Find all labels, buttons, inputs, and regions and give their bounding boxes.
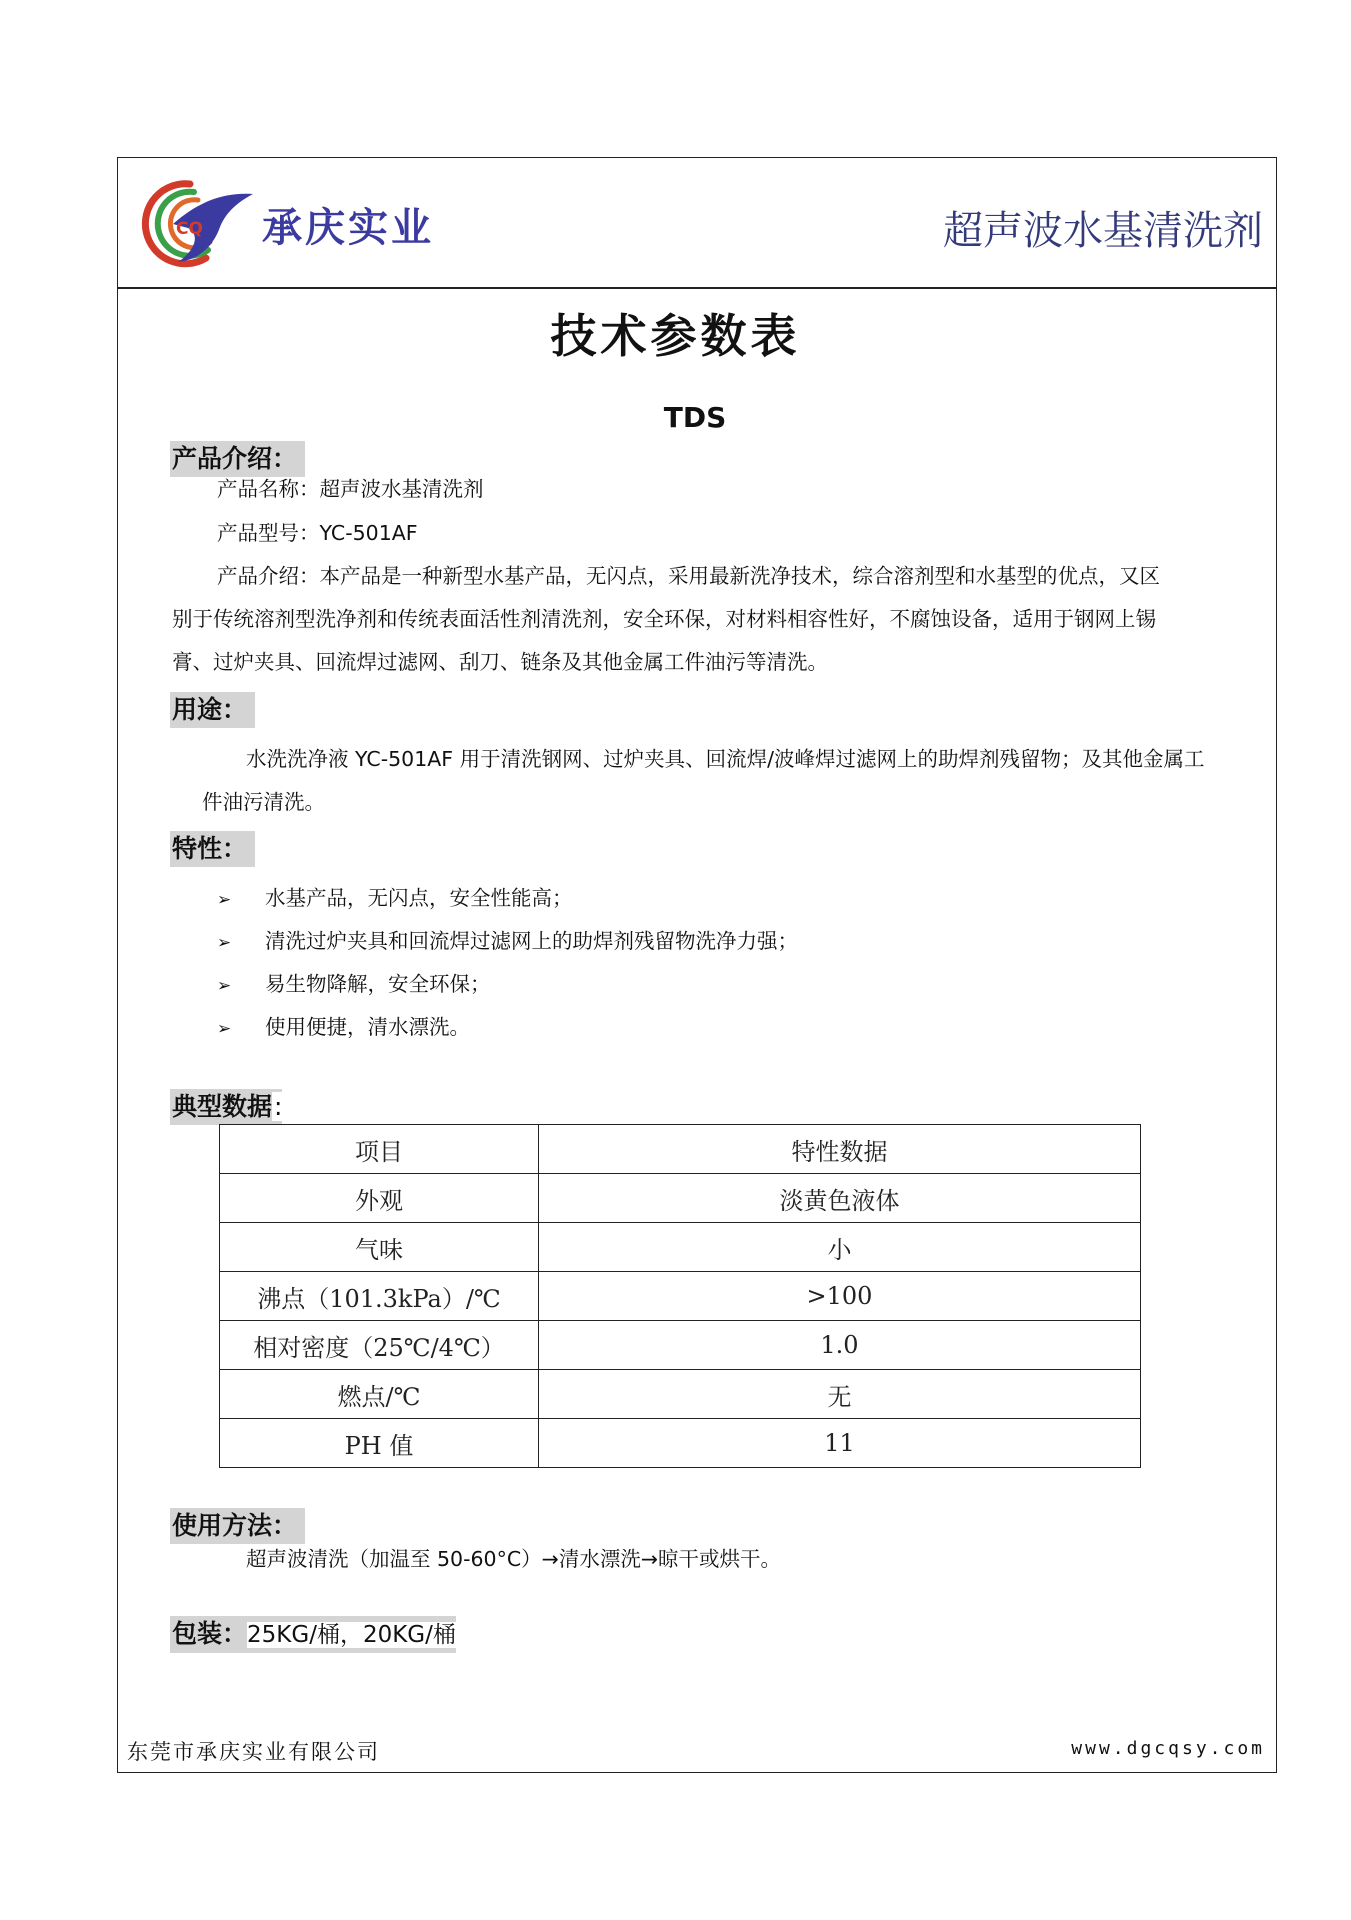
table-cell: PH 值	[220, 1419, 539, 1468]
logo-swirl-icon	[145, 184, 253, 264]
table-cell: 沸点（101.3kPa）/℃	[220, 1272, 539, 1321]
logo-monogram: CQ	[176, 219, 203, 239]
header-product-name: 超声波水基清洗剂	[943, 208, 1263, 254]
table-row	[220, 1174, 1141, 1223]
table-cell: 相对密度（25℃/4℃）	[220, 1321, 539, 1370]
product-model-line: 产品型号：YC-501AF	[217, 521, 418, 545]
table-row	[220, 1370, 1141, 1419]
table-cell: 1.0	[539, 1321, 1141, 1370]
table-row	[220, 1321, 1141, 1370]
table-header-row	[220, 1125, 1141, 1174]
footer-website[interactable]: www.dgcqsy.com	[1071, 1738, 1265, 1759]
product-name-line: 产品名称：超声波水基清洗剂	[217, 477, 484, 501]
table-cell: 11	[539, 1419, 1141, 1468]
table-row	[220, 1223, 1141, 1272]
logo-company-name: 承庆实业	[262, 205, 434, 251]
method-text: 超声波清洗（加温至 50-60°C）→清水漂洗→晾干或烘干。	[246, 1547, 782, 1571]
header-divider	[117, 287, 1277, 289]
page-subtitle: TDS	[663, 401, 727, 434]
page-title: 技术参数表	[550, 309, 801, 363]
arrow-bullet-icon: ➢	[217, 976, 232, 996]
section-heading-intro: 产品介绍：	[170, 441, 305, 477]
table-cell: 气味	[220, 1223, 539, 1272]
section-heading-method: 使用方法：	[170, 1508, 305, 1544]
table-header-cell: 项目	[220, 1125, 539, 1174]
packaging-text: 25KG/桶，20KG/桶	[247, 1622, 456, 1648]
table-header-cell: 特性数据	[539, 1125, 1141, 1174]
arrow-bullet-icon: ➢	[217, 890, 232, 910]
section-heading-packaging: 包装：25KG/桶，20KG/桶	[170, 1616, 456, 1653]
table-cell: 外观	[220, 1174, 539, 1223]
usage-line: 件油污清洗。	[202, 790, 325, 814]
table-cell: 无	[539, 1370, 1141, 1419]
typical-data-table	[219, 1124, 1141, 1468]
section-heading-features: 特性：	[170, 831, 255, 867]
section-heading-usage: 用途：	[170, 692, 255, 728]
arrow-bullet-icon: ➢	[217, 1019, 232, 1039]
feature-item: ➢ 易生物降解，安全环保；	[217, 969, 491, 1001]
table-cell: 燃点/℃	[220, 1370, 539, 1419]
feature-item: ➢ 使用便捷，清水漂洗。	[217, 1012, 470, 1044]
table-row	[220, 1272, 1141, 1321]
section-heading-typical-data: 典型数据:	[170, 1089, 282, 1125]
table-cell: 小	[539, 1223, 1141, 1272]
feature-item: ➢ 水基产品，无闪点，安全性能高；	[217, 883, 573, 915]
table-cell: >100	[539, 1272, 1141, 1321]
feature-item: ➢ 清洗过炉夹具和回流焊过滤网上的助焊剂残留物洗净力强；	[217, 926, 798, 958]
intro-desc-line: 膏、过炉夹具、回流焊过滤网、刮刀、链条及其他金属工件油污等清洗。	[172, 650, 828, 674]
table-cell: 淡黄色液体	[539, 1174, 1141, 1223]
footer-company: 东莞市承庆实业有限公司	[127, 1740, 380, 1764]
usage-line: 水洗洗净液 YC-501AF 用于清洗钢网、过炉夹具、回流焊/波峰焊过滤网上的助焊剂残留物；及其他金属工	[246, 747, 1205, 771]
intro-desc-line: 别于传统溶剂型洗净剂和传统表面活性剂清洗剂，安全环保，对材料相容性好，不腐蚀设备，适用于钢网上锡	[172, 607, 1156, 631]
table-row	[220, 1419, 1141, 1468]
intro-desc-line: 产品介绍：本产品是一种新型水基产品，无闪点，采用最新洗净技术，综合溶剂型和水基型的优点，又区	[217, 564, 1160, 588]
arrow-bullet-icon: ➢	[217, 933, 232, 953]
